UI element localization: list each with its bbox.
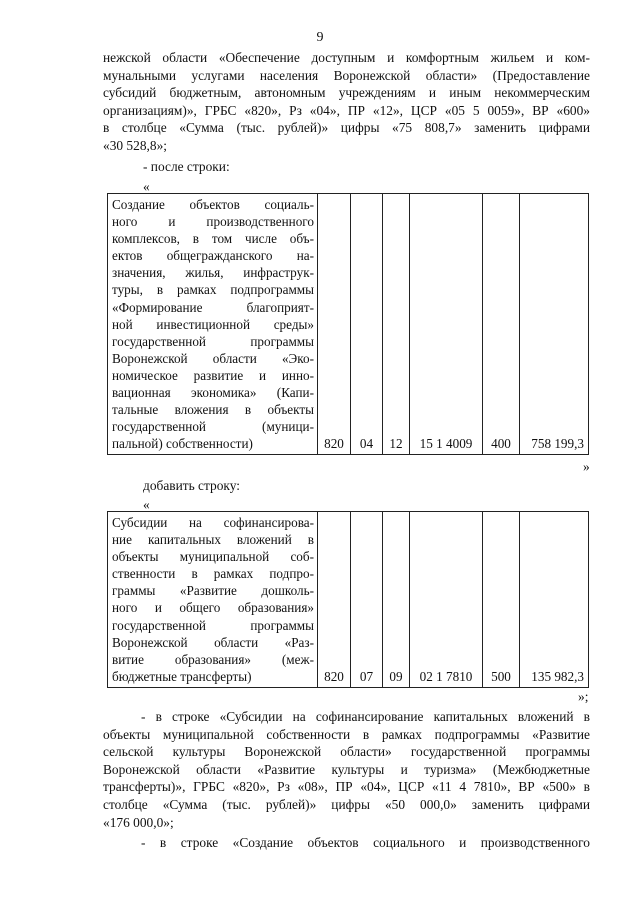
pr-cell: 12 <box>383 194 410 455</box>
grbs-cell: 820 <box>318 194 351 455</box>
table-row <box>108 194 589 455</box>
paragraph-2 <box>103 708 590 831</box>
row-name-line: государственной программы <box>112 333 314 349</box>
paragraph-2-line: Воронежской области «Развитие культуры и туризма» (Межбюджетные <box>103 761 590 777</box>
sum-cell: 758 199,3 <box>520 194 589 455</box>
add-row-label: добавить строку: <box>143 478 240 493</box>
row-name-line: ектов общегражданского на- <box>112 248 314 264</box>
paragraph-2-line: «176 000,0»; <box>103 814 174 830</box>
row-name-line: ственности в рамках подпро- <box>112 566 314 582</box>
row-name-line: значения, жилья, инфраструк- <box>112 265 314 281</box>
vr-cell: 400 <box>483 194 520 455</box>
paragraph-1 <box>103 49 590 155</box>
row-name-line: витие образования» (меж- <box>112 651 314 667</box>
rz-cell: 04 <box>351 194 383 455</box>
row-name-line: объекты муниципальной соб- <box>112 549 314 565</box>
row-name-line: ного и общего образования» <box>112 600 314 616</box>
row-name-line: государственной (муници- <box>112 419 314 435</box>
row-name-line: ной инвестиционной среды» <box>112 316 314 332</box>
row-name-cell <box>108 512 318 688</box>
csr-cell: 02 1 7810 <box>410 512 483 688</box>
vr-cell: 500 <box>483 512 520 688</box>
row-name-line: комплексов, в том числе объ- <box>112 231 314 247</box>
close-quote-1: » <box>583 459 590 474</box>
row-name-line: Создание объектов социаль- <box>112 197 314 212</box>
row-name-line: номическое развитие и инно- <box>112 367 314 383</box>
row-name-line: ного и производственного <box>112 214 314 230</box>
row-name-line: пальной) собственности) <box>112 436 253 452</box>
open-quote-1: « <box>143 179 150 194</box>
row-name-line: вационная экономика» (Капи- <box>112 385 314 401</box>
sum-cell: 135 982,3 <box>520 512 589 688</box>
pr-cell: 09 <box>383 512 410 688</box>
row-name-line: Воронежской области «Эко- <box>112 350 314 366</box>
paragraph-3 <box>103 834 590 852</box>
paragraph-2-line: сельской культуры Воронежской области» государственной программы <box>103 744 590 760</box>
row-name-line: тальные вложения в объекты <box>112 402 314 418</box>
rz-cell: 07 <box>351 512 383 688</box>
paragraph-1-line: в столбце «Сумма (тыс. рублей)» цифры «75 808,7» заменить цифрами <box>103 120 590 136</box>
after-rows-label: - после строки: <box>143 159 230 174</box>
close-quote-2: »; <box>578 689 589 704</box>
budget-table-1 <box>107 193 589 455</box>
row-name-cell <box>108 194 318 455</box>
paragraph-1-line: субсидий бюджетным, автономным учреждениям и иным некоммерческим <box>103 85 590 101</box>
paragraph-2-line: трансферты)», ГРБС «820», Рз «08», ПР «04», ЦСР «11 4 7810», ВР «500» в <box>103 779 590 795</box>
open-quote-2: « <box>143 497 150 512</box>
paragraph-1-line: нежской области «Обеспечение доступным и комфортным жильем и ком- <box>103 50 590 65</box>
grbs-cell: 820 <box>318 512 351 688</box>
paragraph-2-line: объекты муниципальной собственности в рамках подпрограммы «Развитие <box>103 726 590 742</box>
row-name-line: государственной программы <box>112 617 314 633</box>
row-name-line: Воронежской области «Раз- <box>112 634 314 650</box>
paragraph-3-line: - в строке «Создание объектов социального и производственного <box>141 835 590 850</box>
row-name-line: ние капитальных вложений в <box>112 532 314 548</box>
row-name-line: туры, в рамках подпрограммы <box>112 282 314 298</box>
page-number: 9 <box>316 30 324 45</box>
paragraph-1-line: мунальными услугами населения Воронежской области» (Предоставление <box>103 67 590 83</box>
paragraph-2-line: столбце «Сумма (тыс. рублей)» цифры «50 000,0» заменить цифрами <box>103 796 590 812</box>
row-name-line: граммы «Развитие дошколь- <box>112 583 314 599</box>
paragraph-2-line: - в строке «Субсидии на софинансирование капитальных вложений в <box>141 709 590 724</box>
table-row <box>108 512 589 688</box>
budget-table-2 <box>107 511 589 688</box>
row-name-line: бюджетные трансферты) <box>112 668 252 684</box>
csr-cell: 15 1 4009 <box>410 194 483 455</box>
row-name-line: «Формирование благоприят- <box>112 299 314 315</box>
paragraph-1-line: «30 528,8»; <box>103 137 167 153</box>
row-name-line: Субсидии на софинансирова- <box>112 515 314 530</box>
paragraph-1-line: организациям)», ГРБС «820», Рз «04», ПР «12», ЦСР «05 5 0059», ВР «600» <box>103 102 590 118</box>
